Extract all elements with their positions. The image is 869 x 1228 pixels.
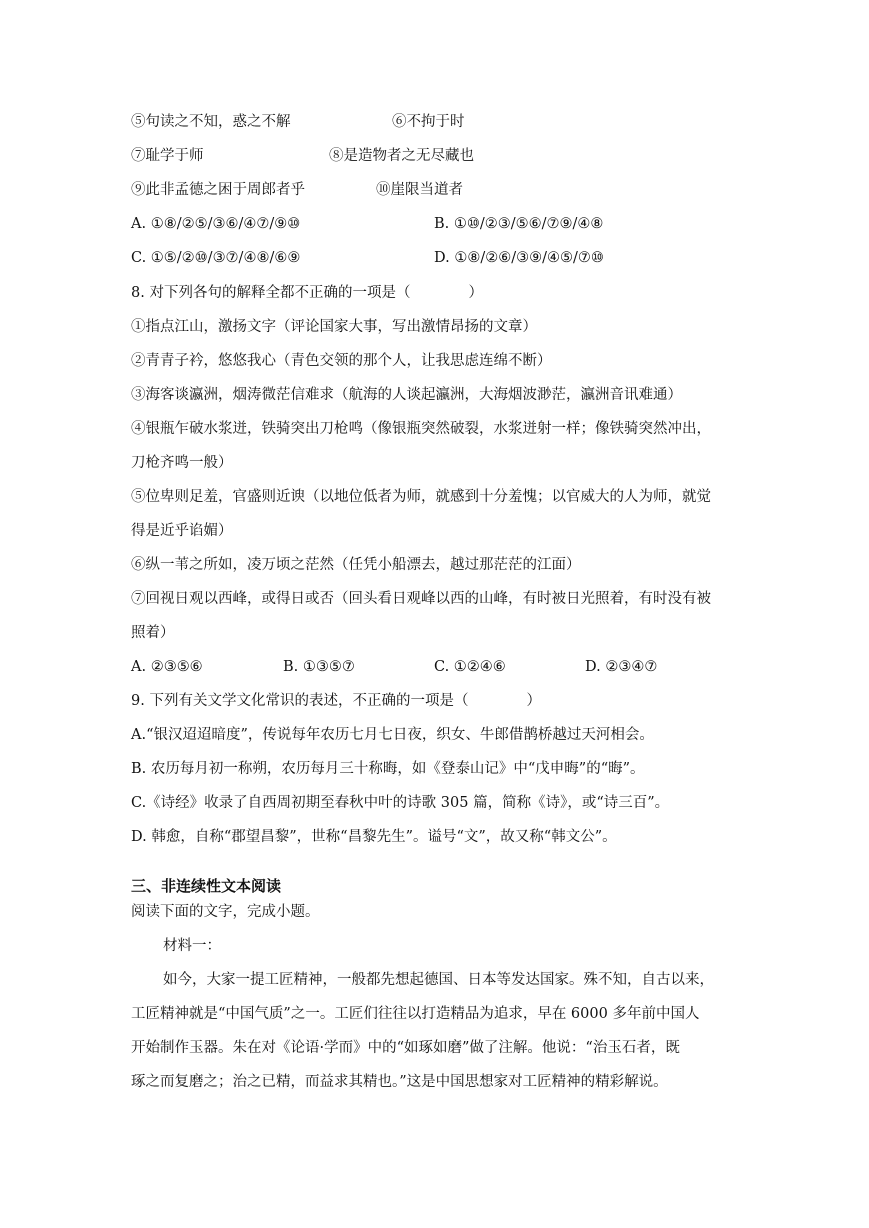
q9-option: D. 韩愈，自称“郡望昌黎”，世称“昌黎先生”。谥号“文”，故又称“韩文公”。 — [131, 829, 617, 845]
q8-option: C. ①②④⑥ — [434, 659, 506, 675]
q7-item: ⑤句读之不知，惑之不解 — [131, 114, 291, 130]
paragraph-line: 开始制作玉器。朱在对《论语·学而》中的“如琢如磨”做了注解。他说：“治玉石者，既 — [131, 1040, 680, 1056]
q7-option: B. ①⑩/②③/⑤⑥/⑦⑨/④⑧ — [434, 216, 604, 232]
q8-line: 照着） — [131, 625, 175, 641]
q7-item: ⑩崖限当道者 — [376, 182, 463, 198]
q7-item: ⑨此非孟德之困于周郎者乎 — [131, 182, 305, 198]
q7-item: ⑧是造物者之无尽藏也 — [329, 148, 474, 164]
q8-line: ⑤位卑则足羞，官盛则近谀（以地位低者为师，就感到十分羞愧；以官威大的人为师，就觉 — [131, 489, 711, 505]
q8-line: 刀枪齐鸣一般） — [131, 455, 233, 471]
q7-option: A. ①⑧/②⑤/③⑥/④⑦/⑨⑩ — [131, 216, 301, 232]
q7-item: ⑦耻学于师 — [131, 148, 204, 164]
q8-line: ③海客谈瀛洲，烟涛微茫信难求（航海的人谈起瀛洲，大海烟波渺茫，瀛洲音讯难通） — [131, 387, 682, 403]
q7-option: D. ①⑧/②⑥/③⑨/④⑤/⑦⑩ — [434, 250, 604, 266]
q8-line: ⑦回视日观以西峰，或得日或否（回头看日观峰以西的山峰，有时被日光照着，有时没有被 — [131, 591, 711, 607]
q8-line: ①指点江山，激扬文字（评论国家大事，写出激情昂扬的文章） — [131, 319, 537, 335]
q8-line: ④银瓶乍破水浆迸，铁骑突出刀枪鸣（像银瓶突然破裂，水浆迸射一样；像铁骑突然冲出， — [131, 421, 711, 437]
material-label: 材料一： — [163, 938, 221, 954]
q9-option: C.《诗经》收录了自西周初期至春秋中叶的诗歌 305 篇，简称《诗》，或“诗三百”。 — [131, 795, 670, 811]
paragraph-line: 工匠精神就是“中国气质”之一。工匠们往往以打造精品为追求，早在 6000 多年前中国人 — [131, 1006, 700, 1022]
q7-item: ⑥不拘于时 — [392, 114, 465, 130]
q8-option: B. ①③⑤⑦ — [283, 659, 355, 675]
q7-option: C. ①⑤/②⑩/③⑦/④⑧/⑥⑨ — [131, 250, 301, 266]
paragraph-line: 琢之而复磨之；治之已精，而益求其精也。”这是中国思想家对工匠精神的精彩解说。 — [131, 1074, 668, 1090]
q9-stem: 9. 下列有关文学文化常识的表述，不正确的一项是（ ） — [131, 693, 541, 709]
q8-line: ⑥纵一苇之所如，凌万顷之茫然（任凭小船漂去，越过那茫茫的江面） — [131, 557, 581, 573]
q9-option: B. 农历每月初一称朔，农历每月三十称晦，如《登泰山记》中“戊申晦”的“晦”。 — [131, 761, 645, 777]
q8-option: D. ②③④⑦ — [585, 659, 658, 675]
q8-line: 得是近乎谄媚） — [131, 523, 233, 539]
paragraph-line: 如今，大家一提工匠精神，一般都先想起德国、日本等发达国家。殊不知，自古以来， — [163, 972, 714, 988]
q8-option: A. ②③⑤⑥ — [131, 659, 203, 675]
q9-option: A.“银汉迢迢暗度”，传说每年农历七月七日夜，织女、牛郎借鹊桥越过天河相会。 — [131, 727, 654, 743]
q8-line: ②青青子衿，悠悠我心（青色交领的那个人，让我思虑连绵不断） — [131, 353, 552, 369]
section-heading: 三、非连续性文本阅读 — [131, 877, 282, 895]
section-instruction: 阅读下面的文字，完成小题。 — [131, 904, 320, 920]
q8-stem: 8. 对下列各句的解释全都不正确的一项是（ ） — [131, 285, 483, 301]
